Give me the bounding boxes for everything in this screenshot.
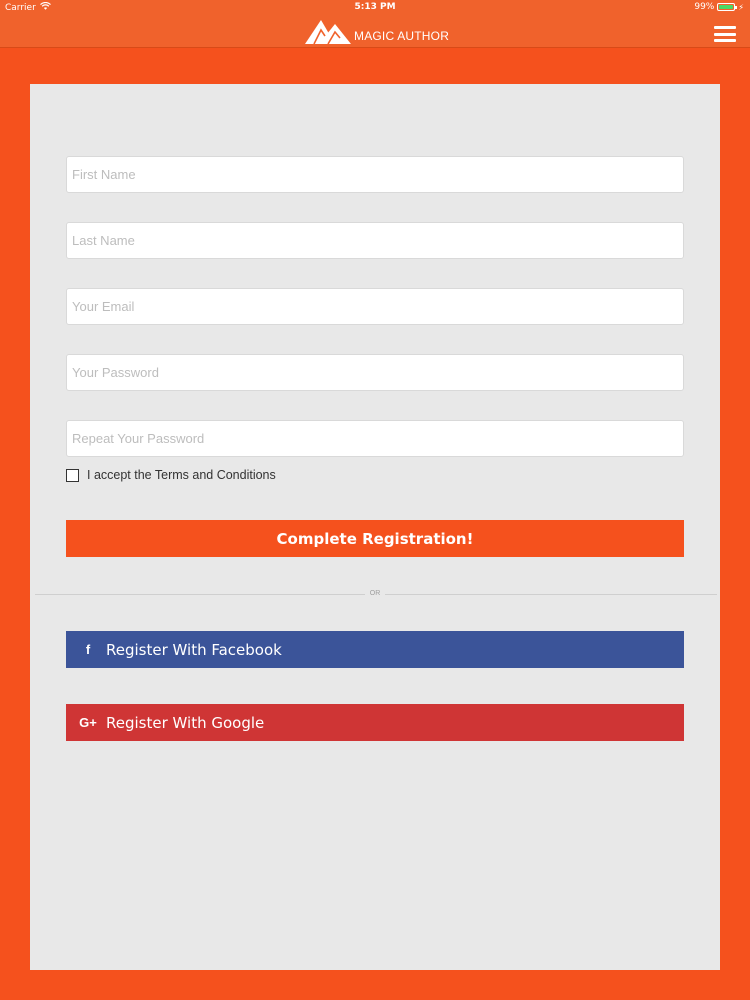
battery-fill xyxy=(719,5,733,9)
menu-line xyxy=(714,33,736,36)
brand-logo[interactable] xyxy=(305,18,449,49)
status-bar xyxy=(0,0,750,15)
status-right xyxy=(694,2,744,12)
email-input[interactable] xyxy=(66,288,684,325)
register-facebook-label: Register With Facebook xyxy=(106,640,282,659)
or-label: OR xyxy=(365,588,385,600)
terms-row xyxy=(66,468,276,482)
complete-registration-button[interactable] xyxy=(66,520,684,557)
carrier-label: Carrier xyxy=(5,2,36,13)
nav-bar xyxy=(0,15,750,48)
repeat-password-input[interactable] xyxy=(66,420,684,457)
mountain-logo-icon xyxy=(305,18,351,49)
complete-registration-label: Complete Registration! xyxy=(276,529,474,548)
menu-line xyxy=(714,26,736,29)
register-facebook-button[interactable] xyxy=(66,631,684,668)
register-google-label: Register With Google xyxy=(106,713,265,732)
brand-name: MAGIC AUTHOR xyxy=(354,29,450,43)
battery-percent: 99% xyxy=(694,2,715,12)
terms-label[interactable]: I accept the Terms and Conditions xyxy=(87,468,276,482)
menu-line xyxy=(714,39,736,42)
last-name-input[interactable] xyxy=(66,222,684,259)
password-input[interactable] xyxy=(66,354,684,391)
terms-checkbox[interactable] xyxy=(66,469,79,482)
register-google-button[interactable] xyxy=(66,704,684,741)
first-name-input[interactable] xyxy=(66,156,684,193)
hamburger-menu-icon[interactable] xyxy=(714,26,736,42)
facebook-icon: f xyxy=(85,642,91,657)
registration-card xyxy=(30,84,720,970)
google-plus-icon: G+ xyxy=(79,715,97,730)
battery-icon xyxy=(717,3,735,11)
charging-icon: ⚡ xyxy=(738,2,744,12)
status-time: 5:13 PM xyxy=(354,2,396,12)
